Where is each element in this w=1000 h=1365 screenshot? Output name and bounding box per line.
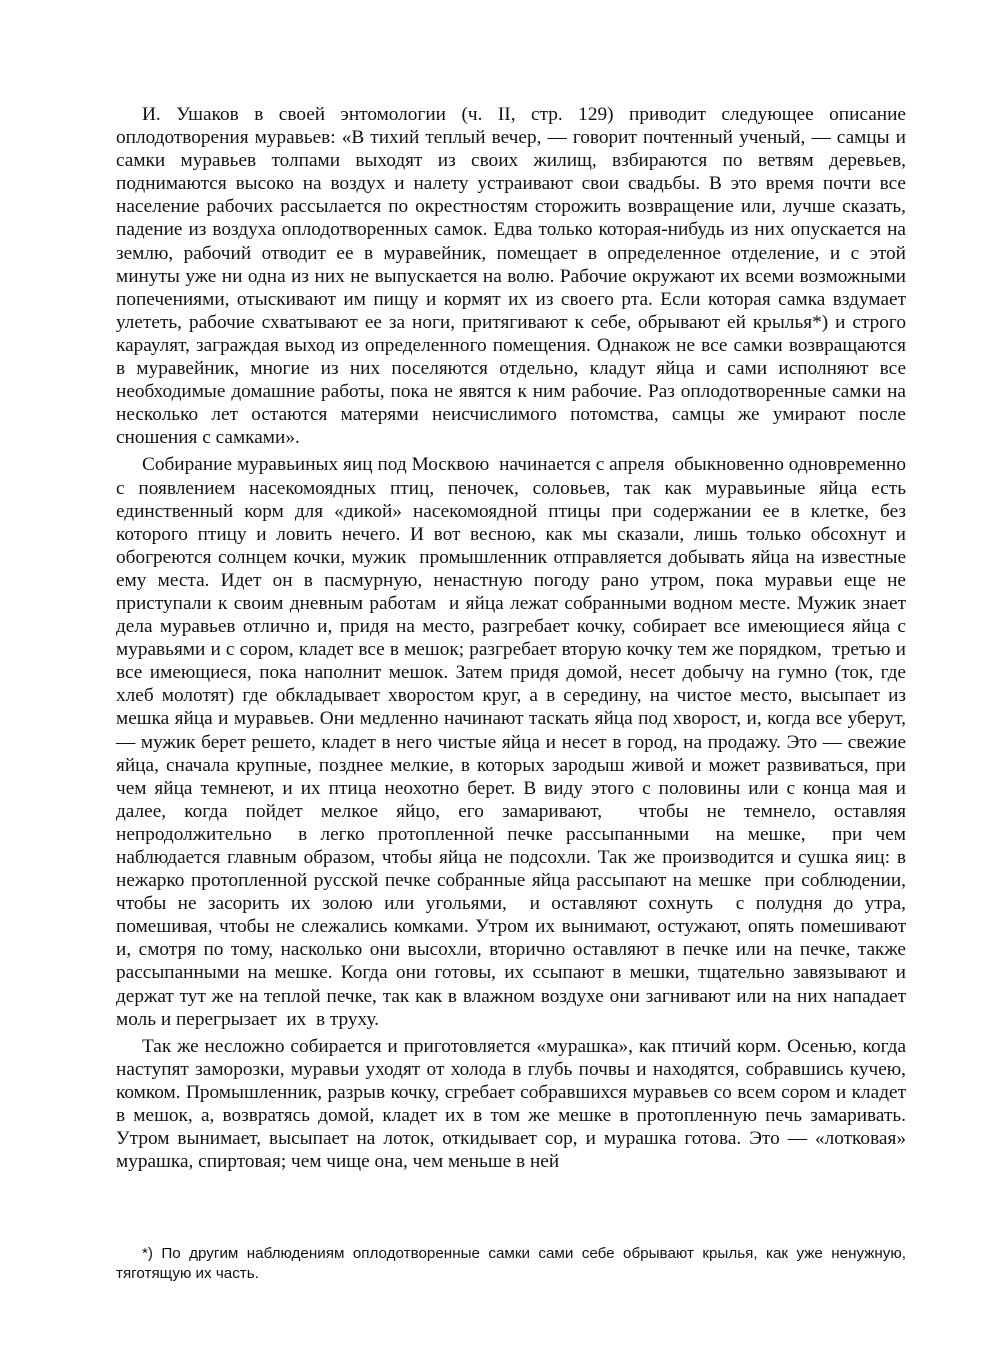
footnote: *) По другим наблюдениям оплодотворенные самки сами себе обрывают крылья, как уже ненужную, тяготящую их часть.	[116, 1245, 906, 1282]
paragraph-murashka: Так же несложно собирается и приготовляется «мурашка», как птичий корм. Осенью, когда наступят заморозки, муравьи уходят от холода в глубь почвы и находятся, собравшись кучею, комком. Промышленник, разрыв кочку, сгребает собравшихся муравьев со всем сором и кладет в мешок, а, возвратясь домой, кладет их в том же мешке в протопленную печь замаривать. Утром вынимает, высыпает на лоток, откидывает сор, и мурашка готова. Это — «лотковая» мурашка, спиртовая; чем чище она, чем меньше в ней	[116, 1035, 911, 1173]
paragraph-egg-collecting: Собирание муравьиных яиц под Москвою начинается с апреля обыкновенно одновременно с появлением насекомоядных птиц, пеночек, соловьев, так как муравьиные яйца есть единственный корм для «дикой» насекомоядной птицы при содержании ее в клетке, без которого птицу и ловить нечего. И вот весною, как мы сказали, лишь только обсохнут и обогреются солнцем кочки, мужик промышленник отправляется добывать яйца на известные ему места. Идет он в пасмурную, ненастную погоду рано утром, пока муравьи еще не приступали к своим дневным работам и яйца лежат собранными водном месте. Мужик знает дела муравьев отлично и, придя на место, разгребает кочку, собирает все имеющиеся яйца с муравьями и с сором, кладет все в мешок; разгребает вторую кочку тем же порядком, третью и все имеющиеся, пока наполнит мешок. Затем придя домой, несет добычу на гумно (ток, где хлеб молотят) где обкладывает хворостом круг, а в середину, на чистое место, высыпает из мешка яйца и муравьев. Они медленно начинают таскать яйца под хворост, и, когда все уберут, — мужик берет решето, кладет в него чистые яйца и несет в город, на продажу. Это — свежие яйца, сначала крупные, позднее мелкие, в которых зародыш живой и может развиваться, при чем яйца темнеют, и их птица неохотно берет. В виду этого с половины или с конца мая и далее, когда пойдет мелкое яйцо, его замаривают, чтобы не темнело, оставляя непродолжительно в легко протопленной печке рассыпанными на мешке, при чем наблюдается главным образом, чтобы яйца не подсохли. Так же производится и сушка яиц: в нежарко протопленной русской печке собранные яйца рассыпают на мешке при соблюдении, чтобы не засорить их золою или угольями, и оставляют сохнуть с полудня до утра, помешивая, чтобы не слежались комками. Утром их вынимают, остужают, опять помешивают и, смотря по тому, насколько они высохли, вторично оставляют в печке или на печке, также рассыпанными на мешке. Когда они готовы, их ссыпают в мешки, тщательно завязывают и держат тут же на теплой печке, так как в влажном воздухе они загнивают или на них нападает моль и перегрызает их в труху.	[116, 454, 911, 1030]
paragraph-ushakov-quote: И. Ушаков в своей энтомологии (ч. II, стр. 129) приводит следующее описание оплодотворения муравьев: «В тихий теплый вечер, — говорит почтенный ученый, — самцы и самки муравьев толпами выходят из своих жилищ, взбираются по ветвям деревьев, поднимаются высоко на воздух и налету устраивают свои свадьбы. В это время почти все население рабочих рассылается по окрестностям сторожить возвращение или, лучше сказать, падение из воздуха оплодотворенных самок. Едва только которая-нибудь из них опускается на землю, рабочий отводит ее в муравейник, помещает в определенное отделение, и с этой минуты уже ни одна из них не выпускается на волю. Рабочие окружают их всеми возможными попечениями, отыскивают им пищу и кормят их из своего рта. Если которая самка вздумает улететь, рабочие схватывают ее за ноги, притягивают к себе, обрывают ей крылья*) и строго караулят, заграждая выход из определенного помещения. Однакож не все самки возвращаются в муравейник, многие из них поселяются отдельно, кладут яйца и сами исполняют все необходимые домашние работы, пока не явятся к ним рабочие. Раз оплодотворенные самки на несколько лет остаются матерями неисчислимого потомства, самцы же умирают после сношения с самками».	[116, 104, 911, 449]
document-body	[116, 103, 911, 1177]
